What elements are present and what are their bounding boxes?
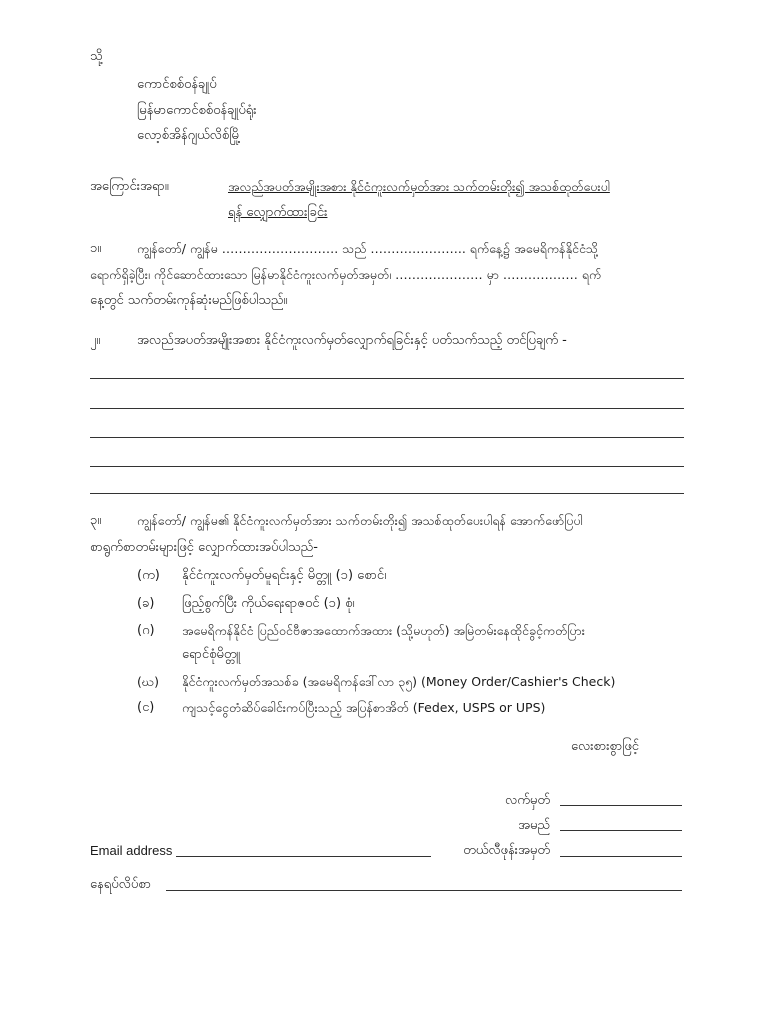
item-text: ဖြည့်စွက်ပြီး ကိုယ်ရေးရာဇဝင် (၁) စုံ၊ [182, 596, 355, 611]
item-text: နိုင်ငံကူးလက်မှတ်မူရင်းနှင့် မိတ္တူ (၁) စောင်၊ [182, 568, 387, 583]
item-label: (င) [137, 700, 155, 715]
para1-line-1: ကျွန်တော်/ ကျွန်မ ………………………. သည် ………………….. ရက်နေ့၌ အမေရိကန်နိုင်ငံသို့ [137, 241, 598, 256]
para2-number: ၂။ [90, 333, 101, 348]
statement-line-5[interactable] [90, 493, 684, 494]
item-label: (ခ) [137, 596, 155, 611]
to-label: သို့ [90, 49, 103, 64]
item-label: (ဃ) [137, 674, 159, 689]
signature-field[interactable] [560, 805, 682, 806]
phone-label: တယ်လီဖုန်းအမှတ် [463, 843, 550, 858]
subject-line-2: ရန် လျှောက်ထားခြင်း [228, 205, 328, 220]
recipient-line-2: မြန်မာကောင်စစ်ဝန်ချုပ်ရုံး [137, 103, 257, 118]
subject-label: အကြောင်းအရာ။ [90, 179, 169, 194]
item-text: ကျသင့်ငွေတံဆိပ်ခေါင်းကပ်ပြီးသည့် အပြန်စာအိတ် (Fedex, USPS or UPS) [182, 700, 546, 715]
statement-line-4[interactable] [90, 466, 684, 467]
email-field[interactable] [176, 856, 431, 857]
recipient-line-3: လော့စ်အိန်ဂျယ်လိစ်မြို့ [137, 128, 241, 143]
item-label: (က) [137, 568, 160, 583]
item-text: နိုင်ငံကူးလက်မှတ်အသစ်ခ (အမေရိကန်ဒေါ်လာ ၃၅) (Money Order/Cashier's Check) [182, 674, 616, 689]
phone-field[interactable] [560, 856, 682, 857]
name-field[interactable] [560, 830, 682, 831]
name-label: အမည် [518, 818, 550, 833]
para3-number: ၃။ [90, 513, 102, 528]
item-text: အမေရိကန်နိုင်ငံ ပြည်ဝင်ဗီဇာအထောက်အထား (သို့မဟုတ်) အမြဲတမ်းနေထိုင်ခွင့်ကတ်ပြား [182, 623, 585, 638]
signature-label: လက်မှတ် [505, 793, 550, 808]
email-label: Email address [90, 843, 173, 858]
recipient-line-1: ကောင်စစ်ဝန်ချုပ် [137, 77, 217, 92]
para1-number: ၁။ [90, 241, 102, 256]
para2-text: အလည်အပတ်အမျိုးအစား နိုင်ငံကူးလက်မှတ်လျှောက်ရခြင်းနှင့် ပတ်သက်သည့် တင်ပြချက် - [137, 333, 567, 348]
para3-line-1: ကျွန်တော်/ ကျွန်မ၏ နိုင်ငံကူးလက်မှတ်အား သက်တမ်းတိုး၍ အသစ်ထုတ်ပေးပါရန် အောက်ဖော်ပြပါ [137, 513, 583, 528]
statement-line-1[interactable] [90, 378, 684, 379]
para1-line-2: ရောက်ရှိခဲ့ပြီး၊ ကိုင်ဆောင်ထားသော မြန်မာနိုင်ငံကူးလက်မှတ်အမှတ်၊ ………………… မှာ ……………… ရက် [90, 267, 602, 282]
address-field[interactable] [166, 890, 682, 891]
closing: လေးစားစွာဖြင့် [571, 739, 639, 754]
item-label: (ဂ) [137, 623, 155, 638]
statement-line-2[interactable] [90, 408, 684, 409]
subject-line-1: အလည်အပတ်အမျိုးအစား နိုင်ငံကူးလက်မှတ်အား သက်တမ်းတိုး၍ အသစ်ထုတ်ပေးပါ [228, 179, 610, 194]
para3-line-2: စာရွက်စာတမ်းများဖြင့် လျှောက်ထားအပ်ပါသည်- [90, 540, 318, 555]
statement-line-3[interactable] [90, 437, 684, 438]
item-text-continued: ရောင်စုံမိတ္တူ [182, 647, 241, 662]
para1-line-3: နေ့တွင် သက်တမ်းကုန်ဆုံးမည်ဖြစ်ပါသည်။ [90, 293, 288, 308]
address-label: နေရပ်လိပ်စာ [90, 877, 151, 892]
